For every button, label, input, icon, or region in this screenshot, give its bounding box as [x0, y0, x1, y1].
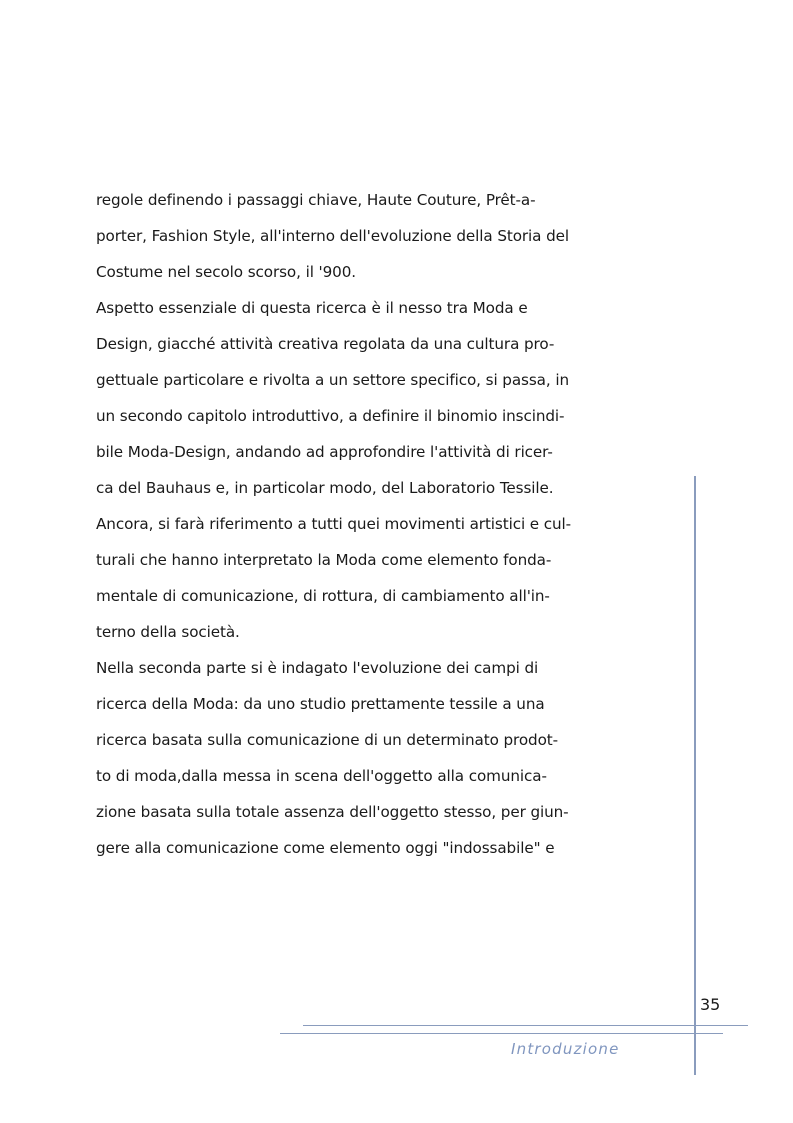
text-line: Aspetto essenziale di questa ricerca è il nesso tra Moda e — [96, 299, 528, 317]
text-line: mentale di comunicazione, di rottura, di cambiamento all'in- — [96, 587, 550, 605]
text-line: Design, giacché attività creativa regolata da una cultura pro- — [96, 335, 555, 353]
text-line: Costume nel secolo scorso, il '900. — [96, 263, 357, 281]
text-line: regole definendo i passaggi chiave, Haute Couture, Prêt-a- — [96, 191, 536, 209]
text-line: terno della società. — [96, 623, 240, 641]
section-label: Introduzione — [511, 1040, 620, 1058]
body-text — [96, 186, 596, 870]
page-number: 35 — [700, 995, 721, 1014]
footer-rule-top — [303, 1025, 748, 1026]
vertical-rule — [694, 476, 696, 1075]
text-line: Nella seconda parte si è indagato l'evoluzione dei campi di — [96, 659, 539, 677]
text-line: zione basata sulla totale assenza dell'oggetto stesso, per giun- — [96, 803, 569, 821]
text-line: gere alla comunicazione come elemento oggi "indossabile" e — [96, 839, 555, 857]
footer-rule-bottom — [280, 1033, 723, 1034]
text-line: ca del Bauhaus e, in particolar modo, del Laboratorio Tessile. — [96, 479, 554, 497]
text-line: turali che hanno interpretato la Moda come elemento fonda- — [96, 551, 552, 569]
text-line: to di moda,dalla messa in scena dell'oggetto alla comunica- — [96, 767, 547, 785]
text-line: gettuale particolare e rivolta a un settore specifico, si passa, in — [96, 371, 569, 389]
text-line: ricerca della Moda: da uno studio prettamente tessile a una — [96, 695, 545, 713]
text-line: porter, Fashion Style, all'interno dell'evoluzione della Storia del — [96, 227, 570, 245]
text-line: ricerca basata sulla comunicazione di un determinato prodot- — [96, 731, 559, 749]
text-line: Ancora, si farà riferimento a tutti quei movimenti artistici e cul- — [96, 515, 572, 533]
text-line: bile Moda-Design, andando ad approfondire l'attività di ricer- — [96, 443, 553, 461]
text-line: un secondo capitolo introduttivo, a definire il binomio inscindi- — [96, 407, 565, 425]
